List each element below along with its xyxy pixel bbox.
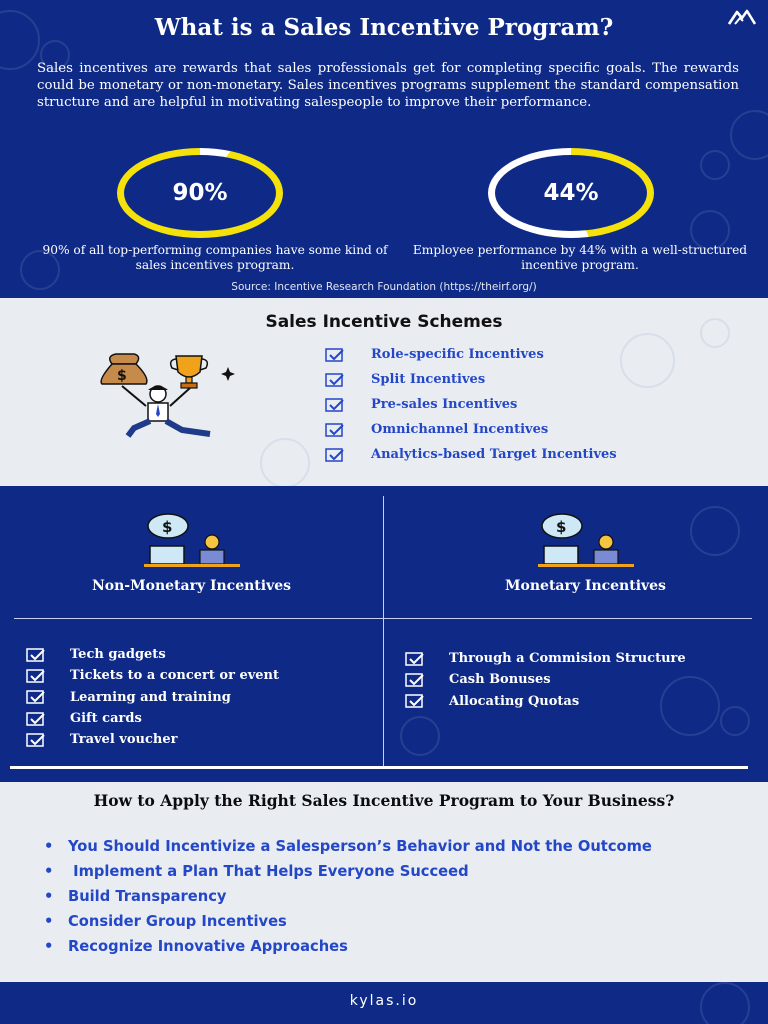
stat-ring-44 [488, 148, 654, 238]
incentive-label: Travel voucher [70, 732, 178, 748]
list-item [44, 887, 744, 906]
apply-item: Consider Group Incentives [68, 913, 287, 930]
incentive-label: Tickets to a concert or event [70, 668, 280, 684]
check-icon [26, 669, 46, 683]
svg-text:$: $ [556, 518, 567, 536]
intro-paragraph: Sales incentives are rewards that sales professionals get for completing specific goals. The rewards could be monetary or non-monetary. Sales incentives programs supplement the standard compensation structure and are helpful in motivating salespeople to improve their performance. [37, 61, 739, 110]
list-item [44, 837, 744, 856]
check-icon [325, 448, 345, 462]
schemes-list [325, 342, 617, 467]
check-icon [405, 694, 425, 708]
check-icon [26, 690, 46, 704]
network-decoration [690, 506, 740, 556]
apply-item: You Should Incentivize a Salesperson’s Behavior and Not the Outcome [68, 838, 652, 855]
list-item [26, 665, 279, 686]
check-icon [26, 712, 46, 726]
check-icon [325, 398, 345, 412]
check-icon [405, 652, 425, 666]
list-item [44, 937, 744, 956]
schemes-section [0, 298, 768, 486]
network-decoration [700, 150, 730, 180]
page-title: What is a Sales Incentive Program? [154, 14, 614, 41]
bullet: • [44, 888, 54, 905]
non-monetary-list [26, 644, 279, 750]
network-decoration [400, 716, 440, 756]
intro-section [0, 0, 768, 298]
monetary-list [405, 648, 686, 712]
salesperson-trophy-illustration [98, 350, 243, 440]
check-icon [325, 348, 345, 362]
list-item [325, 392, 617, 417]
laptop-icon [544, 546, 578, 564]
list-item [44, 862, 744, 881]
check-icon [26, 648, 46, 662]
check-icon [405, 673, 425, 687]
incentive-label: Allocating Quotas [449, 693, 580, 709]
monetary-title: Monetary Incentives [505, 578, 666, 594]
list-item [26, 708, 279, 729]
list-item [26, 644, 279, 665]
incentive-label: Through a Commision Structure [449, 651, 686, 667]
incentive-label: Tech gadgets [70, 647, 166, 663]
stat-value: 44% [543, 180, 599, 206]
list-item [325, 342, 617, 367]
column-divider [383, 496, 384, 766]
svg-text:$: $ [117, 368, 127, 384]
row-divider [14, 618, 752, 619]
list-item [325, 442, 617, 467]
bullet: • [44, 938, 54, 955]
network-decoration [730, 110, 768, 160]
scheme-label: Analytics-based Target Incentives [371, 447, 617, 462]
scheme-label: Pre-sales Incentives [371, 397, 518, 412]
dollar-chat-icon [142, 512, 242, 568]
trophy-icon [171, 356, 235, 388]
list-item [26, 729, 279, 750]
apply-item: Recognize Innovative Approaches [68, 938, 348, 955]
incentive-label: Cash Bonuses [449, 672, 551, 688]
incentive-types-section [0, 486, 768, 782]
schemes-title: Sales Incentive Schemes [265, 312, 503, 332]
apply-title: How to Apply the Right Sales Incentive Program to Your Business? [93, 791, 675, 810]
network-decoration [620, 333, 675, 388]
list-item [44, 912, 744, 931]
scheme-label: Split Incentives [371, 372, 486, 387]
svg-text:$: $ [162, 518, 173, 536]
list-item [405, 669, 686, 690]
bullet: • [44, 913, 54, 930]
list-item [405, 648, 686, 669]
money-bag-icon [101, 354, 147, 384]
check-icon [325, 373, 345, 387]
scheme-label: Role-specific Incentives [371, 347, 544, 362]
network-decoration [260, 438, 310, 486]
source-note: Source: Incentive Research Foundation (https://theirf.org/) [231, 281, 537, 293]
list-item [26, 687, 279, 708]
salesperson-icon [122, 386, 210, 436]
check-icon [26, 733, 46, 747]
list-item [325, 367, 617, 392]
apply-item: Build Transparency [68, 888, 227, 905]
section-divider [10, 766, 748, 769]
dollar-chat-icon [536, 512, 636, 568]
laptop-icon [150, 546, 184, 564]
apply-section [0, 782, 768, 982]
non-monetary-title: Non-Monetary Incentives [91, 578, 291, 594]
incentive-label: Gift cards [70, 711, 142, 727]
apply-item: Implement a Plan That Helps Everyone Succeed [68, 863, 469, 880]
stat-caption: 90% of all top-performing companies have some kind of sales incentives program. [42, 243, 388, 272]
list-item [325, 417, 617, 442]
network-decoration [720, 706, 750, 736]
bullet: • [44, 863, 54, 880]
brand-link[interactable]: kylas.io [349, 993, 419, 1009]
scheme-label: Omnichannel Incentives [371, 422, 549, 437]
stat-value: 90% [172, 180, 228, 206]
incentive-label: Learning and training [70, 689, 231, 705]
list-item [405, 691, 686, 712]
bullet: • [44, 838, 54, 855]
stat-ring-90 [117, 148, 283, 238]
check-icon [325, 423, 345, 437]
apply-list [44, 837, 744, 962]
stat-caption: Employee performance by 44% with a well-structured incentive program. [412, 243, 748, 272]
footer [0, 982, 768, 1024]
